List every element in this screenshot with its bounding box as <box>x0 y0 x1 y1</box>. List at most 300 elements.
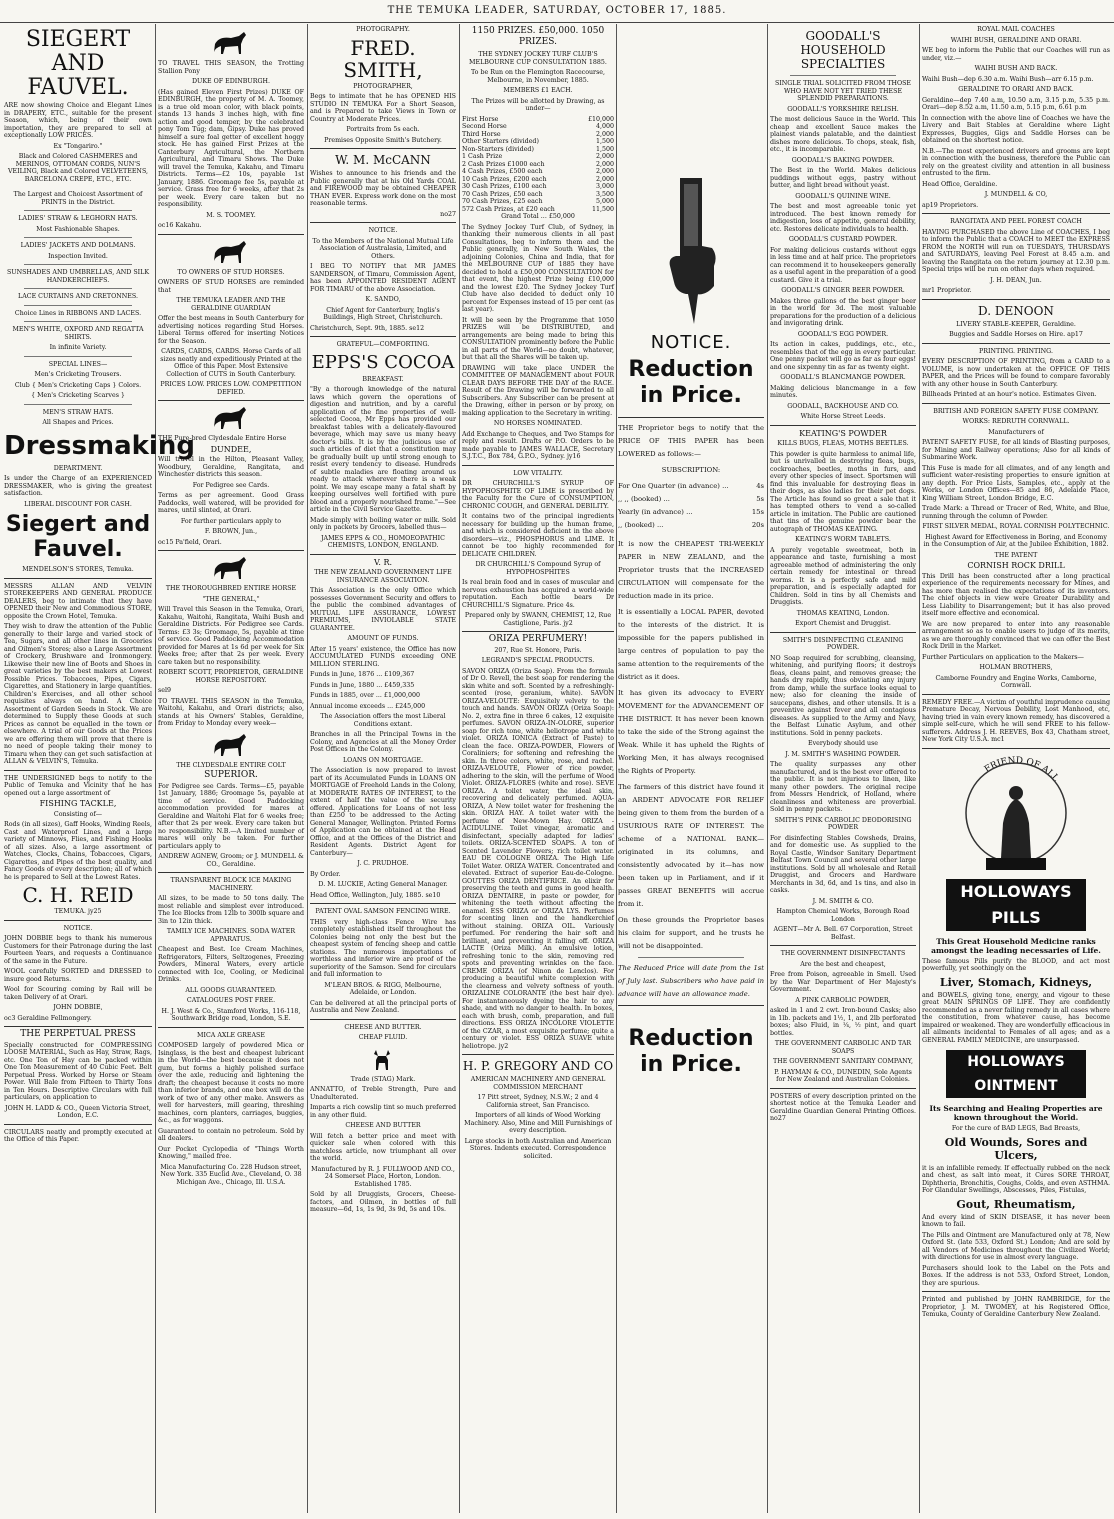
divider <box>4 578 152 579</box>
smith-sub: PHOTOGRAPHER, <box>353 82 413 90</box>
egg-text: Its action in cakes, puddings, etc., etc., resembles that of the egg in every particular. One penny packet will go as far as four eggs! and one sixpenny tin as far as twenty eight. <box>770 341 916 371</box>
mica-address: Mica Manufacturing Co. 228 Hudson street, New York. 335 Euclid Ave., Cleveland, O. 38 Michigan Ave., Chicago, Ill. U.S.A. <box>160 1163 302 1186</box>
fuse-makers: Manufacturers of <box>988 428 1044 436</box>
general-code: sel9 <box>158 687 171 694</box>
subscription-row <box>618 493 764 506</box>
sando-signature: K. SANDO, <box>365 296 401 303</box>
fishing-title: FISHING TACKLE, <box>39 799 117 808</box>
dobbie-place: oc3 Geraldine Fellmongery. <box>4 1014 92 1022</box>
luckie-signature: D. M. LUCKIE, Acting General Manager. <box>318 881 448 888</box>
subscription-row <box>618 506 764 519</box>
dundee-name: DUNDEE, <box>210 444 252 454</box>
agent-text: AGENT—Mr A. Bell. 67 Corporation, Street Belfast. <box>773 926 913 941</box>
ginger-text: Makes three gallons of the best ginger beer in the world for 3d. The most valuable preparations for the production of a delicious and invigorating drink. <box>770 297 916 327</box>
yorkshire-heading: GOODALL'S YORKSHIRE RELISH. <box>787 105 899 113</box>
sydney-text-3: It will be seen by the Programme that 1050 PRIZES will be DISTRIBUTED, and arrangements are being made to bring this CONSULTATION prominently before the Public in all parts of the World—no doubt, whatever, but that all the Shares will be taken up. <box>462 316 614 361</box>
column-3 <box>310 26 456 1513</box>
stag-trademark-icon <box>368 1046 398 1072</box>
holloways-pills-banner: HOLLOWAYS PILLS <box>946 879 1086 931</box>
sando-date: Christchurch, Sept. 9th, 1885. se12 <box>310 324 425 332</box>
prize-value: 2,000 <box>595 130 614 138</box>
mica-text: COMPOSED largely of powdered Mica or Isinglass, is the best and cheapest lubricant in the World—the best because it does not gum, but forms a highly polished surface over the axle, reducing and lightening the draft; the cheapest because it costs no more than inferior brands, and one box will do the work of two of any other make. Answers as well for harvesters, mill gearing, threshing machines, corn planters, carriages, buggies, &c., as for waggons. <box>158 1042 304 1124</box>
column-rule <box>155 24 156 1513</box>
page-header: THE TEMUKA LEADER, SATURDAY, OCTOBER 17, 1885. <box>0 0 1114 23</box>
mail-heading: ROYAL MAIL COACHES <box>977 26 1055 33</box>
divider <box>462 465 614 466</box>
keating-export: Export Chemist and Druggist. <box>795 620 891 627</box>
gregory-stock: Large stocks in both Australian and American Stores. Indents executed. Correspondence solicited. <box>464 1137 612 1160</box>
gregory-text: Importers of all kinds of Wood Working Machinery. Also, Mine and Mill Furnishings of every description. <box>464 1112 612 1134</box>
subscription-value: 5s <box>756 495 764 503</box>
egg-heading: GOODALL'S EGG POWDER. <box>797 330 889 338</box>
prize-value: 5,000 <box>595 198 614 205</box>
stud-text-2: Offer the best means in South Canterbury for advertising notices regarding Stud Horses. Liberal Terms offered for inserting Notices for the Season. <box>158 315 304 345</box>
column-5 <box>618 26 764 1513</box>
prize-value: 2,000 <box>595 175 614 183</box>
toomey-place: oc16 Kakahu. <box>158 222 202 229</box>
funds-text: After 15 years' existence, the Office has now ACCUMULATED FUNDS exceeding ONE MILLION STERLING. <box>310 645 456 668</box>
pills-text-2: These famous Pills purify the BLOOD, and act most powerfully, yet soothingly on the <box>922 957 1110 972</box>
colt-name: SUPERIOR. <box>204 770 258 780</box>
prize-row <box>462 138 614 146</box>
dundee-apply: For further particulars apply to <box>180 517 282 525</box>
circulars-text: CIRCULARS neatly and promptly executed at the Office of this Paper. <box>4 1128 152 1143</box>
dobbie-signature: JOHN DOBBIE, <box>53 1004 103 1011</box>
oint-text: Its Searching and Healing Properties are known throughout the World. <box>929 1104 1103 1122</box>
blanc-text: Making delicious blancmange in a few minutes. <box>770 384 916 399</box>
smith-title: FRED. SMITH, <box>343 35 423 82</box>
stud-text: OWNERS OF STUD HORSES are reminded that <box>158 279 304 294</box>
keating-text: This powder is quite harmless to animal life, but is unrivalled in destroying fleas, bugs, cockroaches, beetles, moths in furs, and every other species of insect. Sportsmen will find this invaluable for destroying fleas in their dogs, as also ladies for their pet dogs. The Article has found so great a sale that it has tempted others to vend a so-called article in imitation. The Public are cautioned that tins of the genuine powder bear the autograph of THOMAS KEATING. <box>770 450 916 533</box>
medal-text: Highest Award for Effectiveness in Boring, and Economy in the Consumption of Air, at the Jubilee Exhibition, 1882. <box>923 533 1109 548</box>
colt-text: For Pedigree see Cards. Terms—£5, payable 1st January, 1886; Groomage 5s, payable at time of service. Good Paddocking accommodation provided for mares at Geraldine and Waitohi Flat for 6 weeks free; after that 2s per week. Every care taken but no responsibility. N.B.—A limited number of mares will only be taken. For further particulars apply to <box>158 782 304 850</box>
blanc-heading: GOODALL'S BLANCMANGE POWDER. <box>780 374 906 381</box>
divider <box>618 1005 764 1006</box>
prize-value: 1,500 <box>595 138 614 145</box>
exchange-text: Add Exchange to Cheques, and Two Stamps for reply and result. Drafts or P.O. Orders to be made payable to JAMES WALLACE, Secretary S.J.T.C., Box 784, G.P.O., Sydney. jy16 <box>462 430 614 460</box>
luckie-office: Head Office, Wellington, July, 1885. se10 <box>310 891 441 899</box>
cheese-text: Will fetch a better price and meet with quicker sale when colored with this matchless article, now triumphant all over the world. <box>310 1132 456 1162</box>
subscription-value: 4s <box>756 482 764 490</box>
epps-text: "By a thorough knowledge of the natural laws which govern the operations of digestion and nutrition, and by a careful application of the fine properties of well-selected Cocoa, Mr Epps has provided our breakfast tables with a delicately-flavoured beverage, which may save us many heavy doctor's bills. It is by the judicious use of such articles of diet that a constitution may be gradually built up until strong enough to resist every tendency to disease. Hundreds of subtle maladies are floating around us ready to attack wherever there is a weak point. We may escape many a fatal shaft by keeping ourselves well fortified with pure blood and a properly nourished frame."—See article in the Civil Service Gazette. <box>310 386 456 513</box>
washing-text: The quality surpasses any other manufactured, and is the best ever offered to the public. It is not injurious to linen, like many other powders. The original recipe from Messrs Hendrick, of Holland, where cleanliness and whiteness are proverbial. Sold in penny packets. <box>770 761 916 813</box>
colt-signature: ANDREW AGNEW, Groom; or J. MUNDELL & CO., Geraldine. <box>158 853 304 868</box>
notice-heading: NOTICE. <box>63 924 93 932</box>
grand-total: Grand Total ... £50,000 <box>501 213 575 220</box>
reduced-text: The Reduced Price will date from the 1st of July last. Subscribers who have paid in advance will have an allowance made. <box>618 964 764 998</box>
dundee-signature: F. BROWN, Jun., <box>204 528 258 535</box>
worm-heading: KEATING'S WORM TABLETS. <box>795 536 891 543</box>
dept-heading: DEPARTMENT. <box>53 464 103 472</box>
proprietor-text: THE Proprietor begs to notify that the PRICE OF THIS PAPER has been LOWERED as follows:— <box>618 424 764 458</box>
single-trial-text: SINGLE TRIAL SOLICITED FROM THOSE WHO HAVE NOT YET TRIED THESE SPLENDID PREPARATIONS. <box>774 80 912 102</box>
worm-text: A purely vegetable sweetmeat, both in appearance and taste, furnishing a most agreeable method of administering the only certain remedy for intestinal or thread worms. It is a perfectly safe and mild preparation, and is especially adapted for Children. Sold in tins by all Chemists and Druggists. <box>770 546 916 606</box>
cheapest-text: It is now the CHEAPEST TRI-WEEKLY PAPER in NEW ZEALAND, and the Proprietor trusts that the INCREASED CIRCULATION will compensate for the reduction made in its price. <box>618 540 764 600</box>
prize-label: 2 Cash Prizes £1000 each <box>462 160 545 168</box>
divider <box>158 1027 304 1028</box>
disinfecting-heading: SMITH'S DISINFECTING CLEANING POWDER. <box>782 636 904 651</box>
toomey-heading: TO TRAVEL THIS SEASON, the Trotting Stallion Pony <box>158 60 304 75</box>
printing-text: EVERY DESCRIPTION OF PRINTING, from a CARD to a VOLUME, is now undertaken at the OFFICE OF THIS PAPER, and the Prices will be found to compare favorably with any other house in South Canterbury. <box>922 358 1110 388</box>
ice-heading: TRANSPARENT BLOCK ICE MAKING MACHINERY. <box>170 877 292 892</box>
churchill-heading: DR CHURCHILL'S Compound Syrup of HYPOPHOSPHITES <box>475 561 601 576</box>
column-rule <box>919 24 920 1513</box>
best-detail: Free from Poison, agreeable in Smell. Used by the War Department of Her Majesty's Government. <box>770 971 916 993</box>
mccann-title: W. M. McCANN <box>335 153 431 167</box>
denoon-title: D. DENOON <box>978 303 1054 318</box>
divider <box>618 417 764 418</box>
prize-label: 10 Cash Prizes, £200 each <box>462 175 547 183</box>
divider <box>922 748 1110 749</box>
gout-heading: Gout, Rheumatism, <box>956 1197 1076 1211</box>
dundee-terms: Terms as per agreement. Good Grass Paddocks, well watered, will be provided for mares, until slinted, at Orari. <box>158 492 304 514</box>
posters-text: POSTERS of every description printed on the shortest notice at the Temuka Leader and Geraldine Guardian General Printing Offices. no27 <box>770 1092 916 1122</box>
mica-book: Our Pocket Cyclopedia of "Things Worth Knowing," mailed free. <box>158 1145 304 1160</box>
dundee-text: Will travel in the Hilton, Pleasant Valley, Woodbury, Geraldine, Rangitata, and Winchester districts this season. <box>158 456 304 478</box>
lace-heading: LACE CURTAINS AND CRETONNES. <box>18 293 138 300</box>
epps-made: Made simply with boiling water or milk. Sold only in packets by Grocers, labelled thus— <box>310 516 456 531</box>
billheads-text: Billheads Printed at an hour's notice. Estimates Given. <box>922 391 1097 398</box>
divider <box>4 1124 152 1125</box>
funds-row-3: Funds in 1885, over ... £1,000,000 <box>310 692 420 699</box>
prize-label: 70 Cash Prizes, £50 each <box>462 190 543 198</box>
divider <box>4 1026 152 1027</box>
siegert-title-2: Siegert and Fauvel. <box>5 512 151 562</box>
rangitata-text: HAVING PURCHASED the above Line of COACHES, I beg to inform the Public that a COACH to MEET the EXPRESS FROM the NORTH will run on TUESDAYS, THURSDAYS and SATURDAYS, leaving Peel Forest at 8.45 a.m. and leaving the Rangitata on the return journey at 12.30 p.m. Special trips will be run on other days when required. <box>922 228 1110 273</box>
legrand-heading: LEGRAND'S SPECIAL PRODUCTS. <box>481 657 595 664</box>
ship-name: Ex "Tongariro." <box>53 142 103 150</box>
column-7 <box>922 26 1110 1513</box>
mica-guarantee: Guaranteed to contain no petroleum. Sold by all dealers. <box>158 1127 304 1142</box>
divider <box>310 148 456 149</box>
prize-row <box>462 198 614 206</box>
funds-row-1: Funds in June, 1876 ... £109,367 <box>310 671 415 678</box>
reid-title: C. H. REID <box>22 883 134 907</box>
prize-label: 1 Cash Prize <box>462 153 503 160</box>
prize-value: 3,000 <box>595 183 614 190</box>
siegert-title: SIEGERT AND FAUVEL. <box>25 27 131 100</box>
divider <box>24 210 132 211</box>
mail-times: Waihi Bush—dep 6.30 a.m. Waihi Bush—arr 6.15 p.m. <box>922 75 1094 83</box>
divider <box>922 694 1110 695</box>
allotted-text: The Prizes will be allotted by Drawing, as under— <box>471 97 605 112</box>
ice-catalogues: CATALOGUES POST FREE. <box>186 997 276 1004</box>
prize-row <box>462 116 614 124</box>
subscription-label: Yearly (in advance) ... <box>618 508 693 516</box>
subscription-value: 15s <box>751 508 764 516</box>
fuse-heading: BRITISH AND FOREIGN SAFETY FUSE COMPANY. <box>933 407 1099 415</box>
holloways-ointment-banner: HOLLOWAYS OINTMENT <box>946 1050 1086 1098</box>
everybody-text: Everybody should use <box>807 740 879 747</box>
special-heading: SPECIAL LINES— <box>48 360 108 368</box>
backhouse-name: GOODALL, BACKHOUSE AND CO. <box>787 402 899 410</box>
prize-row <box>462 168 614 176</box>
assoc-text: The Association offers the most Liberal Conditions extant. <box>320 713 446 728</box>
general-signature: ROBERT SCOTT, PROPRIETOR, GERALDINE HORSE REPOSITORY. <box>158 669 304 684</box>
no-horses-text: NO HORSES NOMINATED. <box>493 420 583 427</box>
column-rule <box>307 24 308 1513</box>
mendelson-text: MENDELSON'S STORES, Temuka. <box>22 566 134 573</box>
divider <box>790 75 896 76</box>
mutual-heading: To the Members of the National Mutual Life Association of Australasia, Limited, and Others. <box>312 237 454 260</box>
income-text: Annual income exceeds ... £245,000 <box>310 702 426 710</box>
prize-row <box>462 123 614 131</box>
loans-text: The Association is now prepared to invest part of its Accumulated Funds in LOANS ON MORTGAGE of Freehold Lands in the Colony, at MODERATE RATES OF INTEREST, to the extent of half the value of the security offered. Applications for Loans of not less than £250 to be addressed to the Acting General Manager, Wellington. Printed Forms of Application can be obtained at the Head Office, and at the Offices of the District and Resident Agents. District Agent for Canterbury— <box>310 767 456 857</box>
loans-heading: LOANS ON MORTGAGE. <box>342 756 424 764</box>
subscription-label: For One Quarter (in advance) ... <box>618 482 729 490</box>
ice-guarantee: ALL GOODS GUARANTEED. <box>185 986 277 994</box>
annatto-text: Imparts a rich cowslip tint so much preferred in any other fluid. <box>310 1104 456 1119</box>
carbolic-heading: A PINK CARBOLIC POWDER, <box>795 996 891 1004</box>
sunshades-heading: SUNSHADES AND UMBRELLAS, AND SILK HANDKERCHIEFS. <box>6 269 150 284</box>
printed-text: Printed and published by JOHN RAMBRIDGE, for the Proprietor, J. M. TWOMEY, at his Registered Office, Temuka, County of Geraldine Canterbury New Zealand. <box>922 1296 1110 1318</box>
epps-firm: JAMES EPPS & CO., HOMOEOPATHIC CHEMISTS, LONDON, ENGLAND. <box>321 534 445 549</box>
dobbie-text: JOHN DOBBIE begs to thank his numerous Customers for their Patronage during the last Fourteen Years, and requests a Continuance of the same in the Future. <box>4 935 152 965</box>
mail-route: WAIHI BUSH, GERALDINE AND ORARI. <box>950 36 1082 44</box>
prize-table <box>462 116 614 214</box>
dundee-heading: THE Pure-bred Clydesdale Entire Horse <box>158 435 287 442</box>
pills-text-3: and BOWELS, giving tone, energy, and vigour to these great MAIN SPRINGS OF LIFE. They are confidently recommended as a never failing remedy in all cases where the constitution, from whatever cause, has become impaired or weakened. They are wonderfully efficacious in all ailments incidental to Females of all ages; and as a GENERAL FAMILY MEDICINE, are unsurpassed. <box>922 991 1110 1044</box>
prize-value: 2,000 <box>595 160 614 168</box>
prize-row <box>462 191 614 199</box>
holman-apply: Further Particulars on application to the Makers— <box>922 653 1084 661</box>
mundell-signature: J. MUNDELL & CO, <box>984 191 1048 198</box>
churchill-text: DR CHURCHILL'S SYRUP OF HYPOPHOSPHITE OF LIME is prescribed by the Faculty for the Cure of CONSUMPTION, CHRONIC COUGH, and GENERAL DEBILITY. <box>462 480 614 510</box>
prize-row <box>462 153 614 161</box>
horse-icon <box>211 30 251 56</box>
divider <box>310 336 456 337</box>
advocacy-text: It has given its advocacy to EVERY MOVEMENT for the ADVANCEMENT OF THE DISTRICT. It has never been known to take the side of the Strong against the Weak. While it has upheld the Rights of Working Men, it has always recognised the Rights of Property. <box>618 689 764 775</box>
pointing-hand-icon <box>656 176 726 326</box>
mail-text-2: In connection with the above line of Coaches we have the Livery and Bait Stables at Geraldine where Light Expresses, Buggies, Gigs and Saddle Horses can be obtained on the shortest notice. <box>922 114 1110 144</box>
divider <box>462 1054 614 1055</box>
subscription-label: ,, (booked) ... <box>618 521 664 529</box>
travel-text: TO TRAVEL THIS SEASON in the Temuka, Waitohi, Kakahu, and Orari districts; also, stands at his Owners' Stables, Geraldine, from Friday to Monday every week— <box>158 697 304 727</box>
cheese-heading: CHEESE AND BUTTER. <box>344 1023 422 1031</box>
grounds-text: On these grounds the Proprietor bases his claim for support, and he trusts he will not be disappointed. <box>618 916 764 950</box>
vr-heading: V. R. <box>373 557 393 567</box>
tar-heading: THE GOVERNMENT CARBOLIC AND TAR SOAPS <box>774 1040 912 1055</box>
prices-text: PRICES LOW. PRICES LOW. COMPETITION DEFIED. <box>160 381 302 396</box>
dean-signature: J. H. DEAN, Jun. <box>990 276 1042 284</box>
prize-row <box>462 183 614 191</box>
horse-icon <box>211 239 251 265</box>
local-text: It is essentially a LOCAL PAPER, devoted to the interests of the district. It is impossible for the papers published in large centres of population to pay the same attention to the requirements of the district as it does. <box>618 608 764 681</box>
oriza-heading: ORIZA PERFUMERY! <box>488 634 588 644</box>
jm-smith-name: J. M. SMITH & CO. <box>812 897 874 905</box>
medal-heading: FIRST SILVER MEDAL, ROYAL CORNISH POLYTECHNIC. <box>922 523 1110 530</box>
works-heading: WORKS: REDRUTH CORNWALL. <box>962 418 1070 425</box>
dundee-cards: For Pedigree see Cards. <box>192 481 270 489</box>
press-title: THE PERPETUAL PRESS <box>20 1029 136 1039</box>
subscription-row <box>618 519 764 532</box>
reduction-title: Reduction in Price. <box>628 357 754 408</box>
baking-text: The Best in the World. Makes delicious puddings without eggs, pastry without butter, and light bread without yeast. <box>770 167 916 189</box>
breakfast-heading: BREAKFAST. <box>362 375 404 383</box>
keating-signature: THOMAS KEATING, London. <box>796 609 890 617</box>
column-6 <box>770 26 916 1513</box>
cheap-fluid-heading: CHEAP FLUID. <box>358 1034 408 1041</box>
special-line-3: { Men's Cricketing Scarves } <box>31 392 125 399</box>
siegert-intro: ARE now showing Choice and Elegant Lines in DRAPERY, ETC., suitable for the present Season, which, being of their own importation, they are prepared to sell at exceptionally LOW PRICES. <box>4 102 152 139</box>
ribbons-heading: Choice Lines in RIBBONS AND LACES. <box>14 309 142 317</box>
ice-sub: TAMILY ICE MACHINES. SODA WATER APPARATUS. <box>166 928 296 943</box>
general-text: Will Travel this Season in the Temuka, Orari, Kakahu, Waitohi, Rangitata, Waihi Bush and Geraldine Districts. For Pedigree see Cards. Terms: £3 3s; Groomage, 5s, payable at time of service. Good Paddocking Accommodation provided for Mares at 1s 6d per week for Six Weeks free; after that 2s per week. Every care taken but no responsibility. <box>158 606 304 666</box>
divider <box>638 957 744 958</box>
fence-text: THIS very high-class Fence Wire has completely established itself throughout the Colonies being not only the best but the cheapest system of fencing sheep and cattle stations. The numerous importations of worthless and inferior wire are proof of the superiority of the Samson. Send for circulars and full information to <box>310 918 456 978</box>
divider <box>24 264 132 265</box>
loans-signature: J. C. PRUDHOE. <box>357 860 409 867</box>
cards-text: CARDS, CARDS, CARDS. Horse Cards of all sizes neatly and expeditiously Printed at the Office of this Paper. Most Extensive Collection of CUTS in South Canterbury. <box>160 348 302 378</box>
divider <box>158 872 304 873</box>
ice-text-2: Cheapest and Best. Ice Cream Machines, Refrigerators, Filters, Seltzogenes, Freezing Powders, Mineral Waters, every article connected with Ice, Cooling, or Medicinal Drinks. <box>158 946 304 983</box>
divider <box>770 632 916 633</box>
mundell-sub: ap19 Proprietors. <box>922 201 979 209</box>
divider <box>922 299 1110 300</box>
grateful-heading: GRATEFUL—COMFORTING. <box>336 341 430 348</box>
divider <box>462 631 614 632</box>
prize-label: Second Horse <box>462 123 507 130</box>
discount-text: LIBERAL DISCOUNT FOR CASH. <box>24 500 132 508</box>
holloway-statue-illustration <box>941 753 1091 873</box>
hayman-text: P. HAYMAN & CO., DUNEDIN, Sole Agents for New Zealand and Australian Colonies. <box>774 1068 912 1083</box>
general-heading: THE THOROUGHBRED ENTIRE HORSE <box>165 585 297 592</box>
dressmaking-title: Dressmaking <box>4 430 195 461</box>
photography-heading: PHOTOGRAPHY. <box>356 26 410 33</box>
toomey-horse-name: DUKE OF EDINBURGH. <box>191 78 271 85</box>
churchill-text-2: It contains two of the principal ingredients necessary for building up the human frame, and which is considered deficient in the above disorders—viz., PHOSPHORUS and LIME. It cannot be too highly recommended for DELICATE CHILDREN. <box>462 513 614 558</box>
prize-label: 572 Cash Prizes, at £20 each <box>462 205 555 213</box>
fence-address: M'LEAN BROS. & RIGG, Melbourne, Adelaide, or London. <box>324 981 442 996</box>
divider <box>770 1088 916 1089</box>
prize-label: 70 Cash Prizes, £25 each <box>462 198 543 205</box>
mens-hats-sub: All Shapes and Prices. <box>42 419 114 426</box>
holman-name: HOLMAN BROTHERS, <box>979 664 1053 671</box>
mail-office: Head Office, Geraldine. <box>922 180 998 188</box>
disinfecting-text: NO Soap required for scrubbing, cleansing, whitening, and purifying floors; it destroys fleas, cleans paint, and removes grease; the hands dry rapidly, thus obviating any injury from damp, while the surface looks equal to new; also for cleaning the inside of saucepans, dishes, and other utensils. It is a preventive against fever and all contagious diseases. As supplied to the Army and Navy, the Belfast Lunatic Asylum, and other institutions. Sold in penny packets. <box>770 654 916 737</box>
dean-sub: mr1 Proprietor. <box>922 287 972 294</box>
prize-value: 2,000 <box>595 153 614 160</box>
cheese-heading-2: CHEESE AND BUTTER <box>345 1122 421 1129</box>
prize-label: First Horse <box>462 115 499 123</box>
mica-heading: MICA AXLE GREASE <box>197 1031 265 1039</box>
liver-heading: Liver, Stomach, Kidneys, <box>939 975 1093 989</box>
toomey-signature: M. S. TOOMEY. <box>206 211 256 219</box>
cashmeres-text: Black and Colored CASHMERES and MERINOS, OTTOMAN CORDS, NUN'S VEILING, Black and Colored VELVETEENS, BARCELONA CREPE, ETC., ETC. <box>7 153 149 183</box>
wool-text-2: Wool for Scouring coming by Rail will be taken Delivery of at Orari. <box>4 986 152 1001</box>
divider <box>4 770 152 771</box>
churchill-text-4: Is real brain food and in cases of muscular and nervous exhaustion has acquired a world-wide reputation. Each bottle bears Dr CHURCHILL'S Signature. Price 4s. <box>462 579 614 609</box>
pink-heading: SMITH'S PINK CARBOLIC DEODORISING POWDER <box>774 816 912 831</box>
stud-paper: THE TEMUKA LEADER AND THE GERALDINE GUARDIAN <box>176 297 286 312</box>
press-text: Specially constructed for COMPRESSING LOOSE MATERIAL, Such as Hay, Straw, Rags, etc. One Ton of Hay can be packed within One Ton Measurement of 40 Cubic Feet. Belt Perpetual Press. Worked by Horse or Steam Power. Will Bale from Fifteen to Thirty Tons in Ten Hours. Descriptive Circulars with full particulars, on application to <box>4 1041 152 1101</box>
oint-text-5: Purchasers should look to the Label on the Pots and Boxes. If the address is not 533, Oxford Street, London, they are spurious. <box>922 1264 1110 1287</box>
fence-delivery: Can be delivered at all the principal ports of Australia and New Zealand. <box>310 999 456 1014</box>
swann-text: Prepared only by SWANN, CHEMIST, 12, Rue Castiglione, Paris. jy2 <box>464 612 612 627</box>
rangitata-heading: RANGITATA AND PEEL FOREST COACH <box>950 218 1082 225</box>
goodall-title: GOODALL'S HOUSEHOLD SPECIALTIES <box>800 29 886 71</box>
fullwood-sold: Sold by all Druggists, Grocers, Cheese-factors, and Oilmen, in bottles of full measure—6d, 1s, 1s 9d, 3s 9d, 5s and 10s. <box>310 1191 456 1213</box>
horse-icon <box>211 555 251 581</box>
divider <box>24 237 132 238</box>
prize-row <box>462 161 614 169</box>
ladd-address: JOHN H. LADD & CO., Queen Victoria Street, London, E.C. <box>5 1104 151 1119</box>
divider <box>922 213 1110 214</box>
friend-of-all-label: FRIEND OF ALL <box>982 755 1061 784</box>
oriza-address: 207, Rue St. Honore, Paris. <box>494 646 582 654</box>
gregory-address: 17 Pitt street, Sydney, N.S.W.; 2 and 4 California street, San Francisco. <box>477 1094 599 1109</box>
drill-text: This Drill has been constructed after a long practical experience of the requirements necessary for Mines, and has more than realised the expectations of its inventors. The chief objects in view were Greater Durability and Less Liability to Disarrangement; but it has also proved itself more effective and economical. <box>922 572 1110 617</box>
hats-sub: Most Fashionable Shapes. <box>36 225 120 233</box>
colt-heading: THE CLYDESDALE ENTIRE COLT <box>176 761 286 769</box>
branches-text: Branches in all the Principal Towns in the Colony, and Agencies at all the Money Order Post Offices in the Colony. <box>310 731 456 753</box>
special-line-2: Club { Men's Cricketing Caps } Colors. <box>14 381 142 389</box>
jackets-sub: Inspection Invited. <box>48 252 108 260</box>
notice-heading: NOTICE. <box>368 227 398 234</box>
best-text: Are the best and cheapest, <box>800 960 886 968</box>
carbolic-text: asked in 1 and 2 cwt. Iron-bound Casks; also in 1lb. packets and 1½, 1, and 2lb perforated boxes; also Fluid, in ¼, ½ pint, and quart bottles. <box>770 1007 916 1037</box>
jm-smith-address: Hampton Chemical Works, Borough Road London <box>776 908 910 923</box>
jackets-heading: LADIES' JACKETS AND DOLMANS. <box>20 242 136 249</box>
gregory-title: H. P. GREGORY AND CO <box>462 1059 614 1073</box>
prize-value: 11,500 <box>591 205 614 213</box>
mccann-text: Wishes to announce to his friends and the Public generally that at his Old Yards COAL and FIREWOOD may be obtained CHEAPER THAN EVER. Express work done on the most reasonable terms. <box>310 170 456 207</box>
sando-text: Chief Agent for Canterbury, Inglis's Buildings, High Street, Christchurch. <box>323 306 443 321</box>
column-2 <box>158 26 304 1513</box>
prizes-banner: 1150 PRIZES. £50,000. 1050 PRIZES. <box>471 26 605 47</box>
mail-sub: WAIHI BUSH AND BACK. <box>974 65 1058 72</box>
remedy-text: REMEDY FREE.—A victim of youthful imprudence causing Premature Decay, Nervous Debility, Lost Manhood, etc, having tried in vain every known remedy, has discovered a simple self-cure, which he will send FREE to his fellow-sufferers. Address J. H. REEVES, Box 43, Chatham street, New York City U.S.A. mc1 <box>922 698 1110 743</box>
sydney-text: To be Run on the Flemington Racecourse, Melbourne, in November, 1885. <box>470 69 606 84</box>
dept-text: Is under the Charge of an EXPERIENCED DRESSMAKER, who is giving the greatest satisfaction. <box>4 475 152 497</box>
wool-text: WOOL carefully SORTED and DRESSED to insure good Returns. <box>4 968 152 983</box>
shirts-sub: In infinite Variety. <box>49 344 107 351</box>
prize-value: £10,000 <box>587 115 614 123</box>
divider <box>158 400 304 401</box>
subscription-table <box>618 480 764 532</box>
divider <box>310 1019 456 1020</box>
denoon-text: Buggies and Saddle Horses on Hire. ap17 <box>949 331 1083 338</box>
keating-sub: KILLS BUGS, FLEAS, MOTHS BEETLES. <box>777 440 909 447</box>
column-rule <box>616 24 617 1513</box>
horse-icon <box>211 405 251 431</box>
sydney-text-2: The Sydney Jockey Turf Club, of Sydney, in thanking their numerous clients in all past Consultations, beg to inform them and the Public generally, in New South Wales, the adjoining Colonies, China and India, that for the MELBOURNE CUP of 1885 they have decided to hold a £50,000 CONSULTATION for that event, the highest Prize being £10,000 and the lowest £20. The Sydney Jockey Turf Club have also decided to deduct only 10 percent for Expenses instead of 15 per cent (as last year). <box>462 223 614 313</box>
mccann-code: no27 <box>440 210 456 218</box>
column-rule <box>459 24 460 1513</box>
low-vitality-heading: LOW VITALITY. <box>513 469 563 477</box>
divider <box>922 343 1110 344</box>
column-rule <box>767 24 768 1513</box>
funds-heading: AMOUNT OF FUNDS. <box>347 635 419 642</box>
govt-heading: THE NEW ZEALAND GOVERNMENT LIFE INSURANCE ASSOCIATION. <box>314 569 452 584</box>
trade-mark-text: Trade Mark: a Thread or Tracer of Red, White, and Blue, running through the column of Powder. <box>922 505 1110 520</box>
column-4 <box>462 26 614 1513</box>
oint-text-4: The Pills and Ointment are Manufactured only at 78, New Oxford St. (late 533, Oxford St.) London; And are sold by all Vendors of Medicines throughout the Civilized World; with directions for use in almost every language. <box>922 1231 1110 1261</box>
prints-text: The Largest and Choicest Assortment of PRINTS in the District. <box>13 191 143 206</box>
divider <box>310 222 456 223</box>
divider <box>24 356 132 357</box>
stud-heading: TO OWNERS OF STUD HORSES. <box>177 268 285 276</box>
subscription-heading: SUBSCRIPTION: <box>661 466 721 474</box>
mail-times-2: Geraldine—dep 7.40 a.m, 10.50 a.m, 3.15 p.m, 5.35 p.m. Orari—dep 8.52 a.m, 11.50 a.m, 5.15 p.m, 6.61 p.m <box>922 96 1110 111</box>
loans-order: By Order. <box>310 870 341 878</box>
divider <box>158 234 304 235</box>
mail-text: WE beg to inform the Public that our Coaches will run as under, viz.— <box>922 47 1110 62</box>
prize-label: Non-Starters (divided) <box>462 145 534 153</box>
mail-nb: N.B.—The most experienced drivers and grooms are kept in connection with the business, therefore the Public can rely on the greatest civility and attention in all business entrusted to the firm. <box>922 147 1110 177</box>
prize-value: 1,500 <box>595 145 614 153</box>
prize-row <box>462 206 614 214</box>
